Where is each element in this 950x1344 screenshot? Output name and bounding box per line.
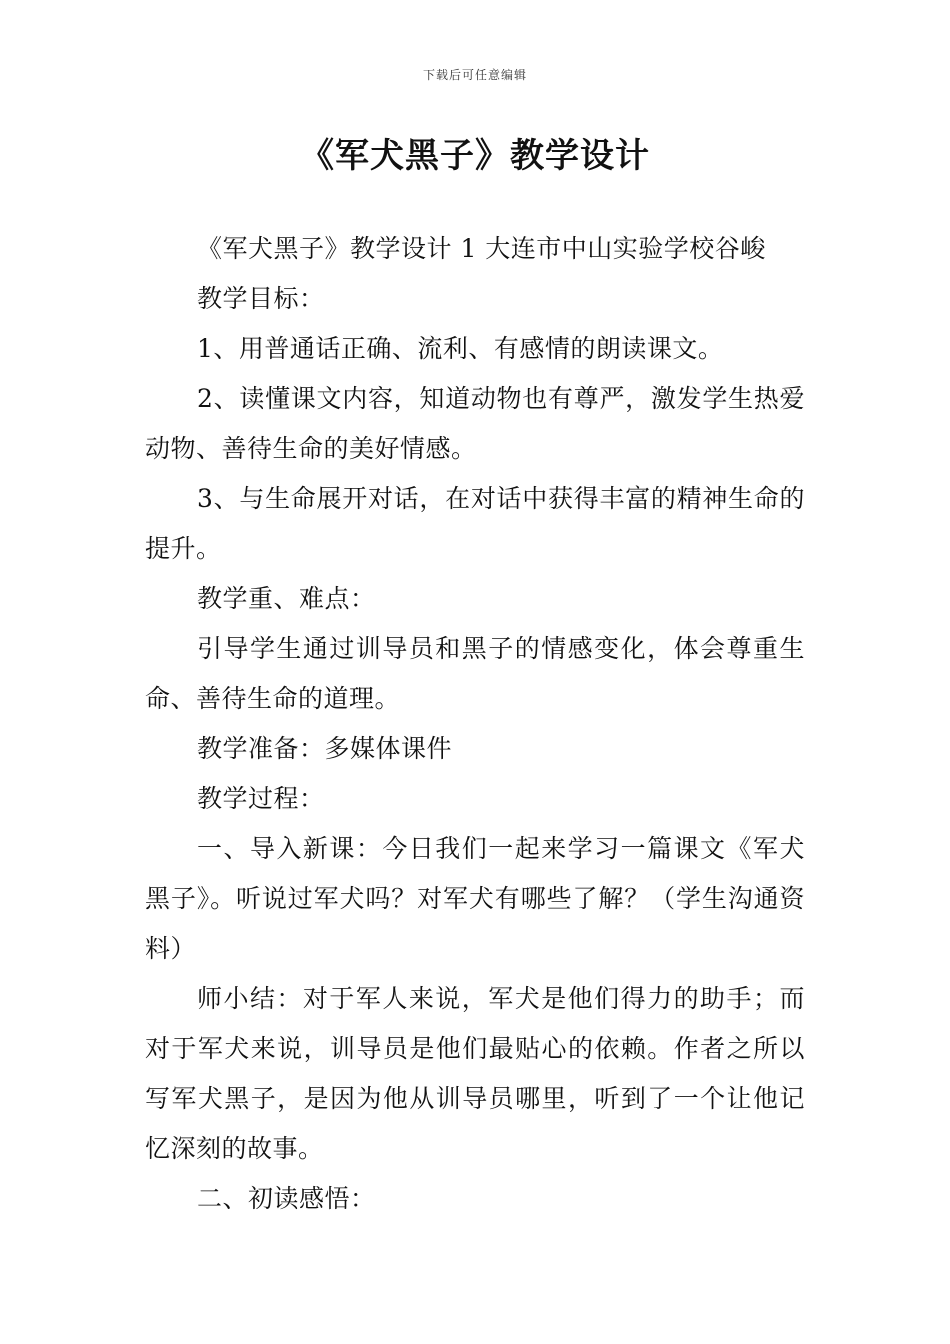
paragraph-first-reading: 二、初读感悟：	[197, 1184, 376, 1213]
document-body	[145, 224, 805, 1224]
paragraph-process-heading: 教学过程：	[197, 784, 325, 813]
paragraph-objective-3: 3、与生命展开对话，在对话中获得丰富的精神生命的提升。	[145, 484, 805, 563]
document-title: 《军犬黑子》教学设计	[300, 136, 650, 176]
paragraph-preparation: 教学准备：多媒体课件	[197, 734, 453, 763]
paragraph-teacher-summary: 师小结：对于军人来说，军犬是他们得力的助手；而对于军犬来说，训导员是他们最贴心的依赖。作者之所以写军犬黑子，是因为他从训导员哪里，听到了一个让他记忆深刻的故事。	[145, 984, 805, 1163]
paragraph-introduction: 一、导入新课：今日我们一起来学习一篇课文《军犬黑子》。听说过军犬吗？对军犬有哪些了解？（学生沟通资料）	[145, 834, 805, 963]
paragraph-key-points: 引导学生通过训导员和黑子的情感变化，体会尊重生命、善待生命的道理。	[145, 634, 805, 713]
paragraph-subtitle: 《军犬黑子》教学设计 1 大连市中山实验学校谷峻	[197, 234, 766, 263]
header-note: 下载后可任意编辑	[422, 68, 527, 82]
paragraph-objective-2: 2、读懂课文内容，知道动物也有尊严，激发学生热爱动物、善待生命的美好情感。	[145, 384, 805, 463]
paragraph-objective-1: 1、用普通话正确、流利、有感情的朗读课文。	[197, 334, 724, 363]
paragraph-objectives-heading: 教学目标：	[197, 284, 325, 313]
paragraph-key-points-heading: 教学重、难点：	[197, 584, 376, 613]
